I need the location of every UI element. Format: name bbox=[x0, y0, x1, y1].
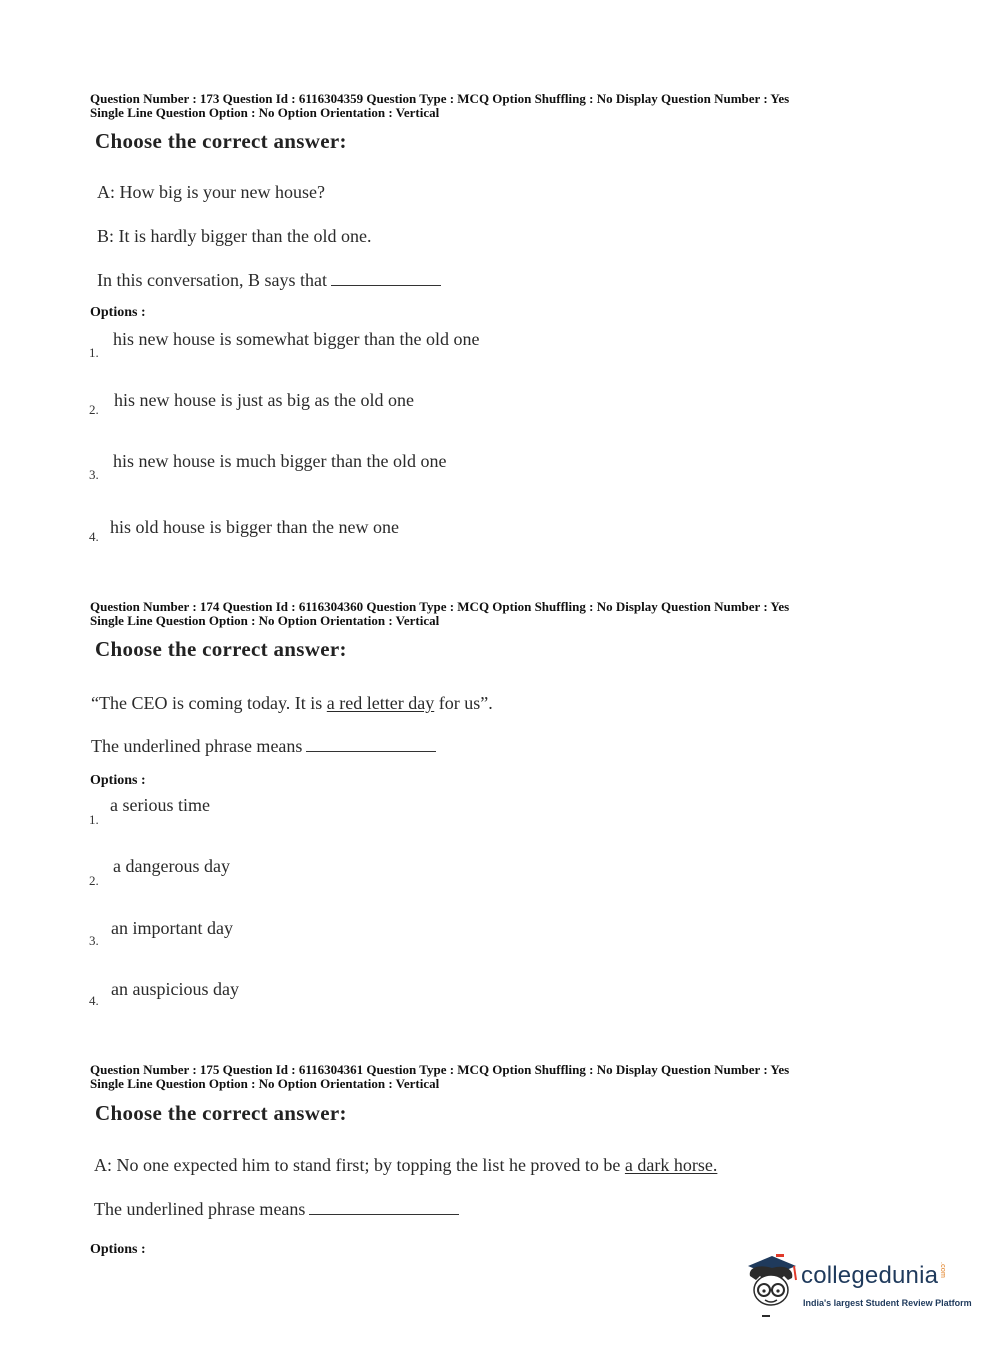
question-174-options-label: Options : bbox=[90, 773, 146, 788]
question-175-options-label: Options : bbox=[90, 1242, 146, 1257]
option-number: 4. bbox=[89, 993, 99, 1008]
answer-blank bbox=[309, 1200, 459, 1215]
option-number: 4. bbox=[89, 529, 99, 544]
prompt-text: The underlined phrase means bbox=[91, 736, 303, 756]
question-175-prompt bbox=[94, 1199, 459, 1220]
question-175-sentence bbox=[94, 1155, 717, 1176]
option-number: 1. bbox=[89, 812, 99, 827]
question-173-line-b: B: It is hardly bigger than the old one. bbox=[97, 226, 372, 246]
question-173-prompt bbox=[97, 270, 441, 291]
option-4-text[interactable]: an auspicious day bbox=[111, 979, 239, 999]
option-2-text[interactable]: his new house is just as big as the old one bbox=[114, 390, 414, 410]
question-173-meta bbox=[90, 92, 970, 120]
meta-line-2: Single Line Question Option : No Option Orientation : Vertical bbox=[90, 105, 440, 120]
option-3-text[interactable]: his new house is much bigger than the old one bbox=[113, 451, 447, 471]
option-number: 3. bbox=[89, 467, 99, 482]
question-174-prompt bbox=[91, 736, 436, 757]
prompt-text: The underlined phrase means bbox=[94, 1199, 306, 1219]
option-3-text[interactable]: an important day bbox=[111, 918, 233, 938]
prompt-text: In this conversation, B says that bbox=[97, 270, 327, 290]
answer-blank bbox=[331, 271, 441, 286]
meta-line-1: Question Number : 174 Question Id : 6116304360 Question Type : MCQ Option Shuffling : No Display Question Number : Yes bbox=[90, 599, 790, 614]
meta-line-1: Question Number : 175 Question Id : 6116304361 Question Type : MCQ Option Shuffling : No Display Question Number : Yes bbox=[90, 1062, 790, 1077]
option-number: 2. bbox=[89, 402, 99, 417]
option-2-text[interactable]: a dangerous day bbox=[113, 856, 230, 876]
option-1-text[interactable]: his new house is somewhat bigger than the old one bbox=[113, 329, 480, 349]
answer-blank bbox=[306, 737, 436, 752]
logo-tagline: India's largest Student Review Platform bbox=[803, 1298, 972, 1308]
question-173-line-a: A: How big is your new house? bbox=[97, 182, 325, 202]
logo-wordmark bbox=[801, 1262, 946, 1290]
sentence-pre: A: No one expected him to stand first; by topping the list he proved to be bbox=[94, 1155, 625, 1175]
option-number: 1. bbox=[89, 345, 99, 360]
question-174-heading: Choose the correct answer: bbox=[95, 637, 347, 661]
option-number: 2. bbox=[89, 873, 99, 888]
question-173-heading: Choose the correct answer: bbox=[95, 129, 347, 153]
logo-name: collegedunia bbox=[801, 1262, 939, 1289]
meta-line-2: Single Line Question Option : No Option Orientation : Vertical bbox=[90, 1076, 440, 1091]
option-number: 3. bbox=[89, 933, 99, 948]
underlined-phrase: a red letter day bbox=[326, 693, 435, 713]
question-174-meta bbox=[90, 600, 970, 628]
logo-suffix: .com bbox=[939, 1262, 947, 1278]
mascot-logo-icon bbox=[742, 1250, 802, 1320]
meta-line-2: Single Line Question Option : No Option Orientation : Vertical bbox=[90, 613, 440, 628]
question-173-options-label: Options : bbox=[90, 305, 146, 320]
meta-line-1: Question Number : 173 Question Id : 6116304359 Question Type : MCQ Option Shuffling : No Display Question Number : Yes bbox=[90, 91, 790, 106]
sentence-post: for us”. bbox=[434, 693, 493, 713]
question-175-heading: Choose the correct answer: bbox=[95, 1101, 347, 1125]
question-175-meta bbox=[90, 1063, 970, 1091]
option-1-text[interactable]: a serious time bbox=[110, 795, 210, 815]
question-174-sentence bbox=[91, 693, 493, 714]
underlined-phrase: a dark horse. bbox=[624, 1155, 718, 1175]
option-4-text[interactable]: his old house is bigger than the new one bbox=[110, 517, 399, 537]
sentence-pre: “The CEO is coming today. It is bbox=[91, 693, 327, 713]
